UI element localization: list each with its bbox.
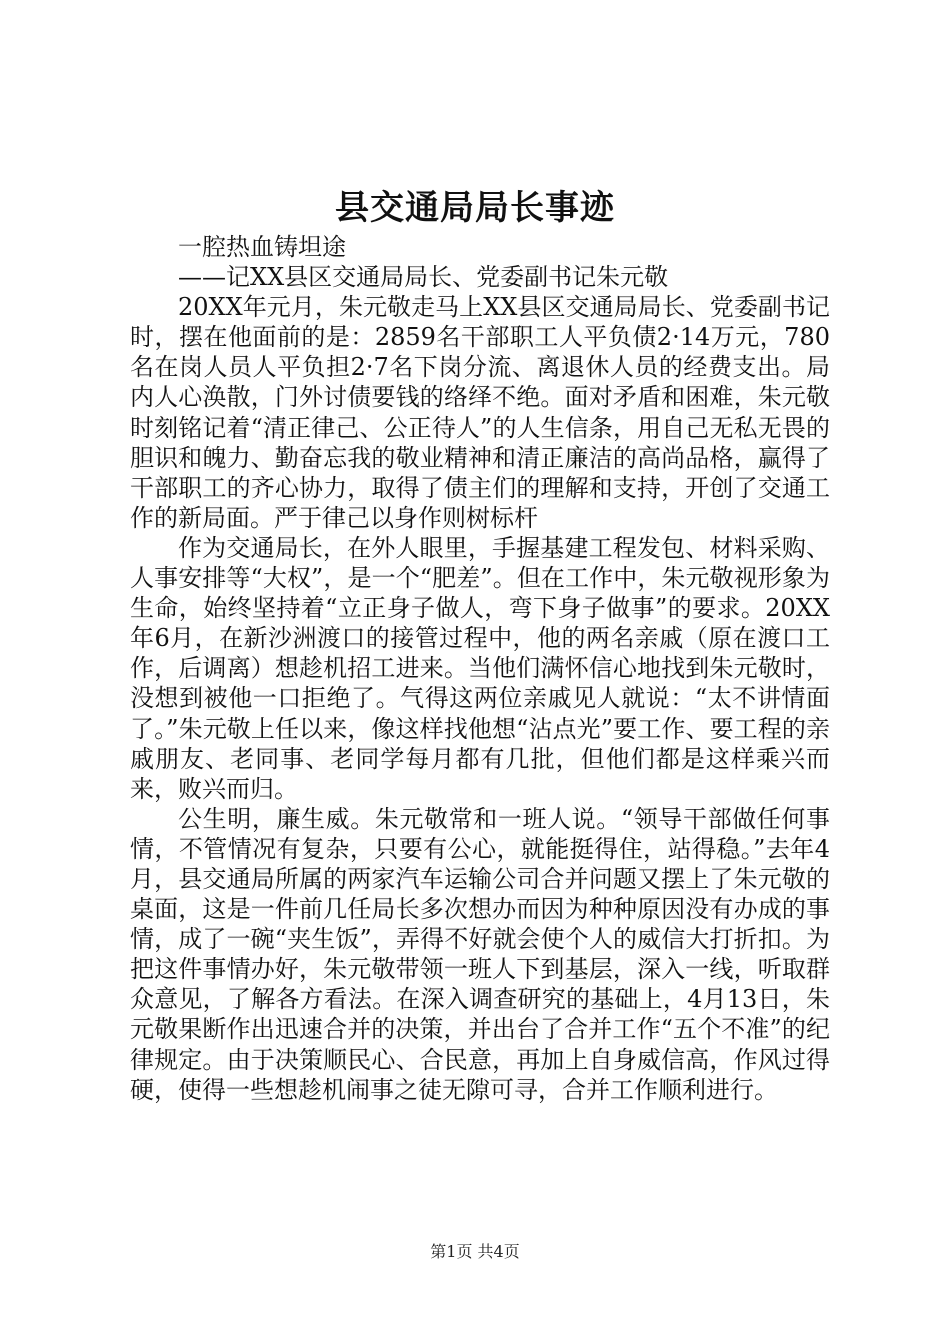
- paragraph-1: 20XX年元月，朱元敬走马上XX县区交通局局长、党委副书记时，摆在他面前的是：2859名干部职工人平负债2·14万元，780名在岗人员人平负担2·7名下岗分流、离退休人员的经费支出。局内人心涣散，门外讨债要钱的络绎不绝。面对矛盾和困难，朱元敬时刻铭记着“清正律己、公正待人”的人生信条，用自己无私无畏的胆识和魄力、勤奋忘我的敬业精神和清正廉洁的高尚品格，赢得了干部职工的齐心协力，取得了债主们的理解和支持，开创了交通工作的新局面。严于律己以身作则树标杆: [130, 293, 830, 532]
- paragraph-3: 公生明，廉生威。朱元敬常和一班人说。“领导干部做任何事情，不管情况有复杂，只要有公心，就能挺得住，站得稳。”去年4月，县交通局所属的两家汽车运输公司合并问题又摆上了朱元敬的桌面，这是一件前几任局长多次想办而因为种种原因没有办成的事情，成了一碗“夹生饭”，弄得不好就会使个人的威信大打折扣。为把这件事情办好，朱元敬带领一班人下到基层，深入一线，听取群众意见，了解各方看法。在深入调查研究的基础上，4月13日，朱元敬果断作出迅速合并的决策，并出台了合并工作“五个不准”的纪律规定。由于决策顺民心、合民意，再加上自身威信高，作风过得硬，使得一些想趁机闹事之徒无隙可寻，合并工作顺利进行。: [130, 804, 830, 1104]
- page-indicator: 第1页 共4页: [430, 1242, 520, 1261]
- byline: ——记XX县区交通局局长、党委副书记朱元敬: [178, 263, 669, 292]
- subtitle: 一腔热血铸坦途: [178, 233, 346, 261]
- paragraph-2: 作为交通局长，在外人眼里，手握基建工程发包、材料采购、人事安排等“大权”，是一个“肥差”。但在工作中，朱元敬视形象为生命，始终坚持着“立正身子做人，弯下身子做事”的要求。20XX年6月，在新沙洲渡口的接管过程中，他的两名亲戚（原在渡口工作，后调离）想趁机招工进来。当他们满怀信心地找到朱元敬时，没想到被他一口拒绝了。气得这两位亲戚见人就说：“太不讲情面了。”朱元敬上任以来，像这样找他想“沾点光”要工作、要工程的亲戚朋友、老同事、老同学每月都有几批，但他们都是这样乘兴而来，败兴而归。: [130, 533, 830, 803]
- document-body: [130, 232, 830, 1105]
- document-title: 县交通局局长事迹: [335, 188, 615, 228]
